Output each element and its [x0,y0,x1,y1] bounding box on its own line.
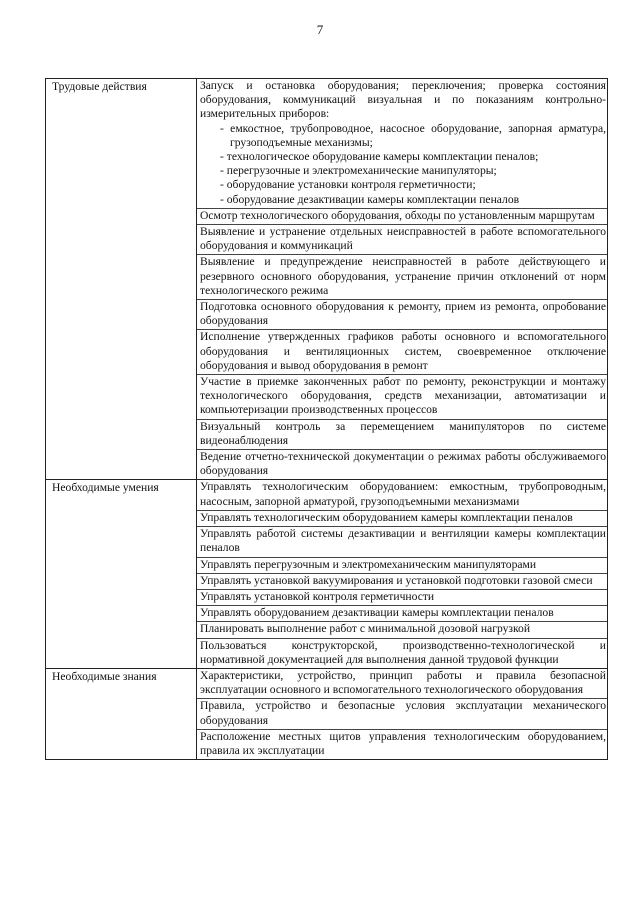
item-text: Участие в приемке законченных работ по ремонту, реконструкции и монтажу технологического оборудования, средств механизации, автоматизации и компьютеризации производственных процессов [200,375,606,417]
sub-list-item: - емкостное, трубопроводное, насосное оборудование, запорная арматура, грузоподъемные механизмы; [220,121,606,149]
item-text: Правила, устройство и безопасные условия эксплуатации механического оборудования [200,699,606,727]
list-item [197,420,607,450]
item-text: Планировать выполнение работ с минимальной дозовой нагрузкой [200,622,531,636]
row-label: Трудовые действия [46,79,197,480]
list-item [197,527,607,557]
item-text: Управлять работой системы дезактивации и вентиляции камеры комплектации пеналов [200,527,606,555]
item-text: Выявление и устранение отдельных неисправностей в работе вспомогательного оборудования и коммуникаций [200,225,606,253]
list-item [197,225,607,255]
list-item [197,590,607,606]
list-item [197,511,607,527]
table-row-required-skills [46,480,608,668]
item-text: Исполнение утвержденных графиков работы основного и вспомогательного оборудования и вентиляционных систем, своевременное отключение оборудования и вывод оборудования в ремонт [200,330,606,372]
list-item [197,606,607,622]
list-item [197,255,607,300]
table-row-required-knowledge [46,668,608,759]
item-text: Ведение отчетно-технической документации о режимах работы обслуживаемого оборудования [200,450,606,478]
item-text: Выявление и предупреждение неисправностей в работе действующего и резервного основного оборудования, устранение причин отклонений от норм технологического режима [200,255,606,297]
specification-table [45,78,608,760]
list-item [197,330,607,375]
page-number: 7 [316,22,324,37]
list-item [197,375,607,420]
row-content [197,480,608,668]
sub-list-item: - технологическое оборудование камеры комплектации пеналов; [220,150,539,164]
item-text: Управлять установкой вакуумирования и установкой подготовки газовой смеси [200,573,593,587]
sub-list-item: - оборудование дезактивации камеры комплектации пеналов [220,192,520,206]
table-row-labor-actions [46,79,608,480]
item-text: Расположение местных щитов управления технологическим оборудованием, правила их эксплуатации [200,729,606,757]
item-text: Характеристики, устройство, принцип работы и правила безопасной эксплуатации основного и вспомогательного технологического оборудования [200,668,606,697]
list-item [197,669,607,699]
item-text: Управлять перегрузочным и электромеханическим манипуляторами [200,557,537,571]
row-label: Необходимые умения [46,480,197,668]
list-item [197,209,607,225]
sub-list-item: - оборудование установки контроля герметичности; [220,178,476,192]
item-text: Управлять установкой контроля герметичности [200,589,435,603]
item-text: Подготовка основного оборудования к ремонту, прием из ремонта, опробование оборудования [200,300,606,328]
item-text: Пользоваться конструкторской, производственно-технологической и нормативной документацией для выполнения данной трудовой функции [200,638,606,666]
list-item [197,79,607,209]
list-item [197,574,607,590]
table-body [46,79,608,760]
sub-list [200,122,606,207]
item-text: Управлять технологическим оборудованием: емкостным, трубопроводным, насосным, запорной арматурой, грузоподъемными механизмами [200,480,606,508]
list-item [197,730,607,759]
list-item [197,450,607,479]
list-item [197,639,607,668]
item-text: Осмотр технологического оборудования, обходы по установленным маршрутам [200,208,595,222]
row-label: Необходимые знания [46,668,197,759]
list-item [197,480,607,510]
list-item [197,699,607,729]
row-content [197,668,608,759]
item-text: Управлять технологическим оборудованием камеры комплектации пеналов [200,510,573,524]
item-text: Визуальный контроль за перемещением манипуляторов по системе видеонаблюдения [200,419,606,447]
item-text: Управлять оборудованием дезактивации камеры комплектации пеналов [200,606,554,620]
list-item [197,622,607,638]
row-content [197,79,608,480]
list-item [197,558,607,574]
sub-list-item: - перегрузочные и электромеханические манипуляторы; [220,164,497,178]
item-text: Запуск и остановка оборудования; переключения; проверка состояния оборудования, коммуникаций визуальная и по показаниям контрольно-измерительных приборов: [200,79,606,121]
list-item [197,300,607,330]
